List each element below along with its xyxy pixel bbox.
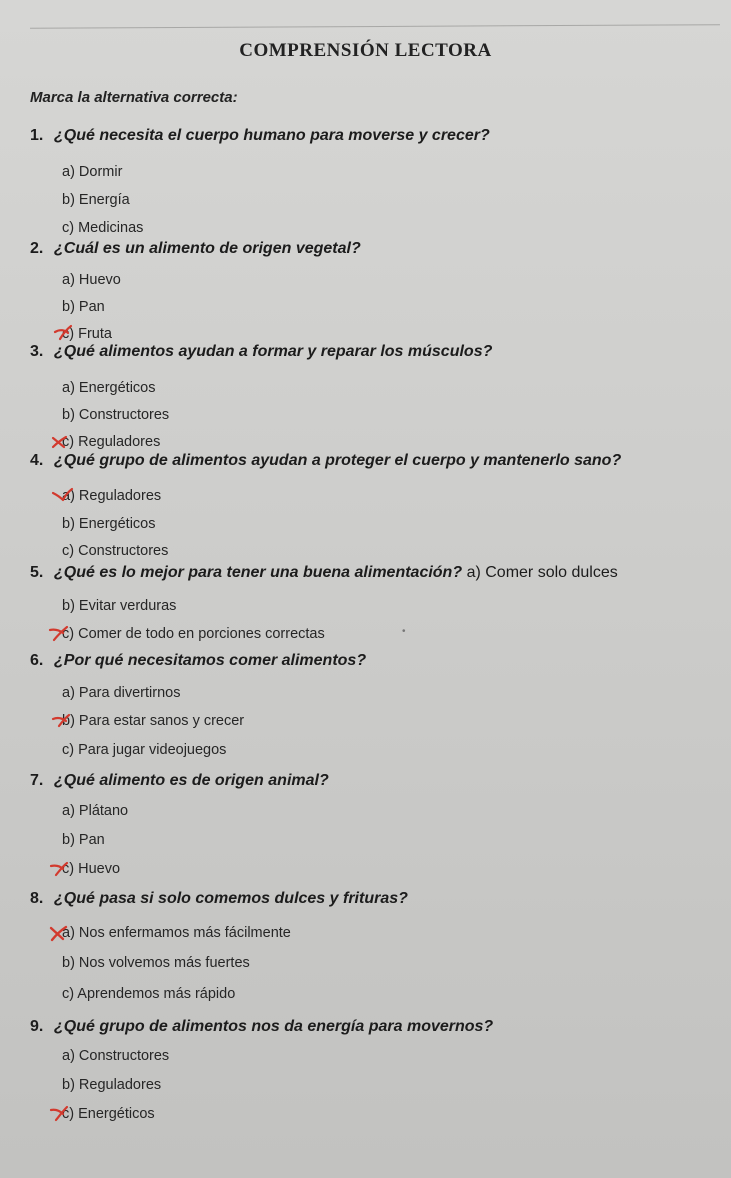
q7-option-c[interactable]: c) Huevo bbox=[62, 861, 121, 877]
q1-option-a[interactable]: a) Dormir bbox=[62, 164, 123, 180]
top-rule bbox=[30, 24, 720, 29]
q5-option-a[interactable]: a) Comer solo dulces bbox=[466, 564, 618, 581]
q2-option-c[interactable]: c) Fruta bbox=[62, 326, 112, 342]
q9-option-c[interactable]: c) Energéticos bbox=[62, 1106, 155, 1122]
q7-option-b[interactable]: b) Pan bbox=[62, 832, 105, 848]
question-text: ¿Cuál es un alimento de origen vegetal? bbox=[54, 240, 361, 257]
q3-option-b[interactable]: b) Constructores bbox=[62, 407, 170, 423]
q5-option-b[interactable]: b) Evitar verduras bbox=[62, 598, 177, 614]
q4-option-c[interactable]: c) Constructores bbox=[62, 543, 169, 559]
question-8 bbox=[30, 890, 408, 908]
question-number: 2. bbox=[30, 240, 44, 257]
question-text: ¿Qué es lo mejor para tener una buena alimentación? bbox=[54, 564, 463, 581]
q4-option-a[interactable]: a) Reguladores bbox=[62, 488, 162, 504]
question-3 bbox=[30, 343, 492, 361]
page-title: COMPRENSIÓN LECTORA bbox=[239, 40, 492, 61]
q7-option-a[interactable]: a) Plátano bbox=[62, 803, 129, 819]
q1-option-c[interactable]: c) Medicinas bbox=[62, 220, 144, 236]
q3-option-a[interactable]: a) Energéticos bbox=[62, 380, 156, 396]
q6-option-c[interactable]: c) Para jugar videojuegos bbox=[62, 742, 227, 758]
question-number: 6. bbox=[30, 652, 44, 669]
question-text: ¿Qué grupo de alimentos nos da energía para movernos? bbox=[54, 1018, 494, 1035]
question-number: 3. bbox=[30, 343, 44, 360]
question-5 bbox=[30, 564, 618, 582]
q6-option-b[interactable]: b) Para estar sanos y crecer bbox=[62, 713, 245, 729]
question-number: 4. bbox=[30, 452, 44, 469]
question-number: 5. bbox=[30, 564, 44, 581]
q9-option-b[interactable]: b) Reguladores bbox=[62, 1077, 162, 1093]
question-7 bbox=[30, 772, 329, 790]
q1-option-b[interactable]: b) Energía bbox=[62, 192, 130, 208]
question-text: ¿Qué alimentos ayudan a formar y reparar los músculos? bbox=[54, 343, 493, 360]
instruction: Marca la alternativa correcta: bbox=[30, 89, 238, 106]
q2-option-a[interactable]: a) Huevo bbox=[62, 272, 121, 288]
question-text: ¿Qué grupo de alimentos ayudan a proteger el cuerpo y mantenerlo sano? bbox=[54, 452, 622, 469]
question-6 bbox=[30, 652, 366, 670]
q8-option-a[interactable]: a) Nos enfermamos más fácilmente bbox=[62, 925, 291, 941]
question-number: 8. bbox=[30, 890, 44, 907]
question-number: 7. bbox=[30, 772, 44, 789]
question-text: ¿Qué necesita el cuerpo humano para moverse y crecer? bbox=[54, 127, 490, 144]
q8-option-c[interactable]: c) Aprendemos más rápido bbox=[62, 986, 236, 1002]
q6-option-a[interactable]: a) Para divertirnos bbox=[62, 685, 181, 701]
question-number: 9. bbox=[30, 1018, 44, 1035]
q9-option-a[interactable]: a) Constructores bbox=[62, 1048, 170, 1064]
question-number: 1. bbox=[30, 127, 44, 144]
question-text: ¿Por qué necesitamos comer alimentos? bbox=[54, 652, 367, 669]
q3-option-c[interactable]: c) Reguladores bbox=[62, 434, 161, 450]
question-1 bbox=[30, 127, 490, 145]
question-text: ¿Qué alimento es de origen animal? bbox=[54, 772, 329, 789]
question-text: ¿Qué pasa si solo comemos dulces y frituras? bbox=[54, 890, 408, 907]
q8-option-b[interactable]: b) Nos volvemos más fuertes bbox=[62, 955, 250, 971]
question-9 bbox=[30, 1018, 493, 1036]
q2-option-b[interactable]: b) Pan bbox=[62, 299, 105, 315]
question-4 bbox=[30, 452, 621, 470]
stray-dot: • bbox=[402, 626, 406, 637]
q4-option-b[interactable]: b) Energéticos bbox=[62, 516, 156, 532]
question-2 bbox=[30, 240, 361, 258]
q5-option-c[interactable]: c) Comer de todo en porciones correctas bbox=[62, 626, 325, 642]
